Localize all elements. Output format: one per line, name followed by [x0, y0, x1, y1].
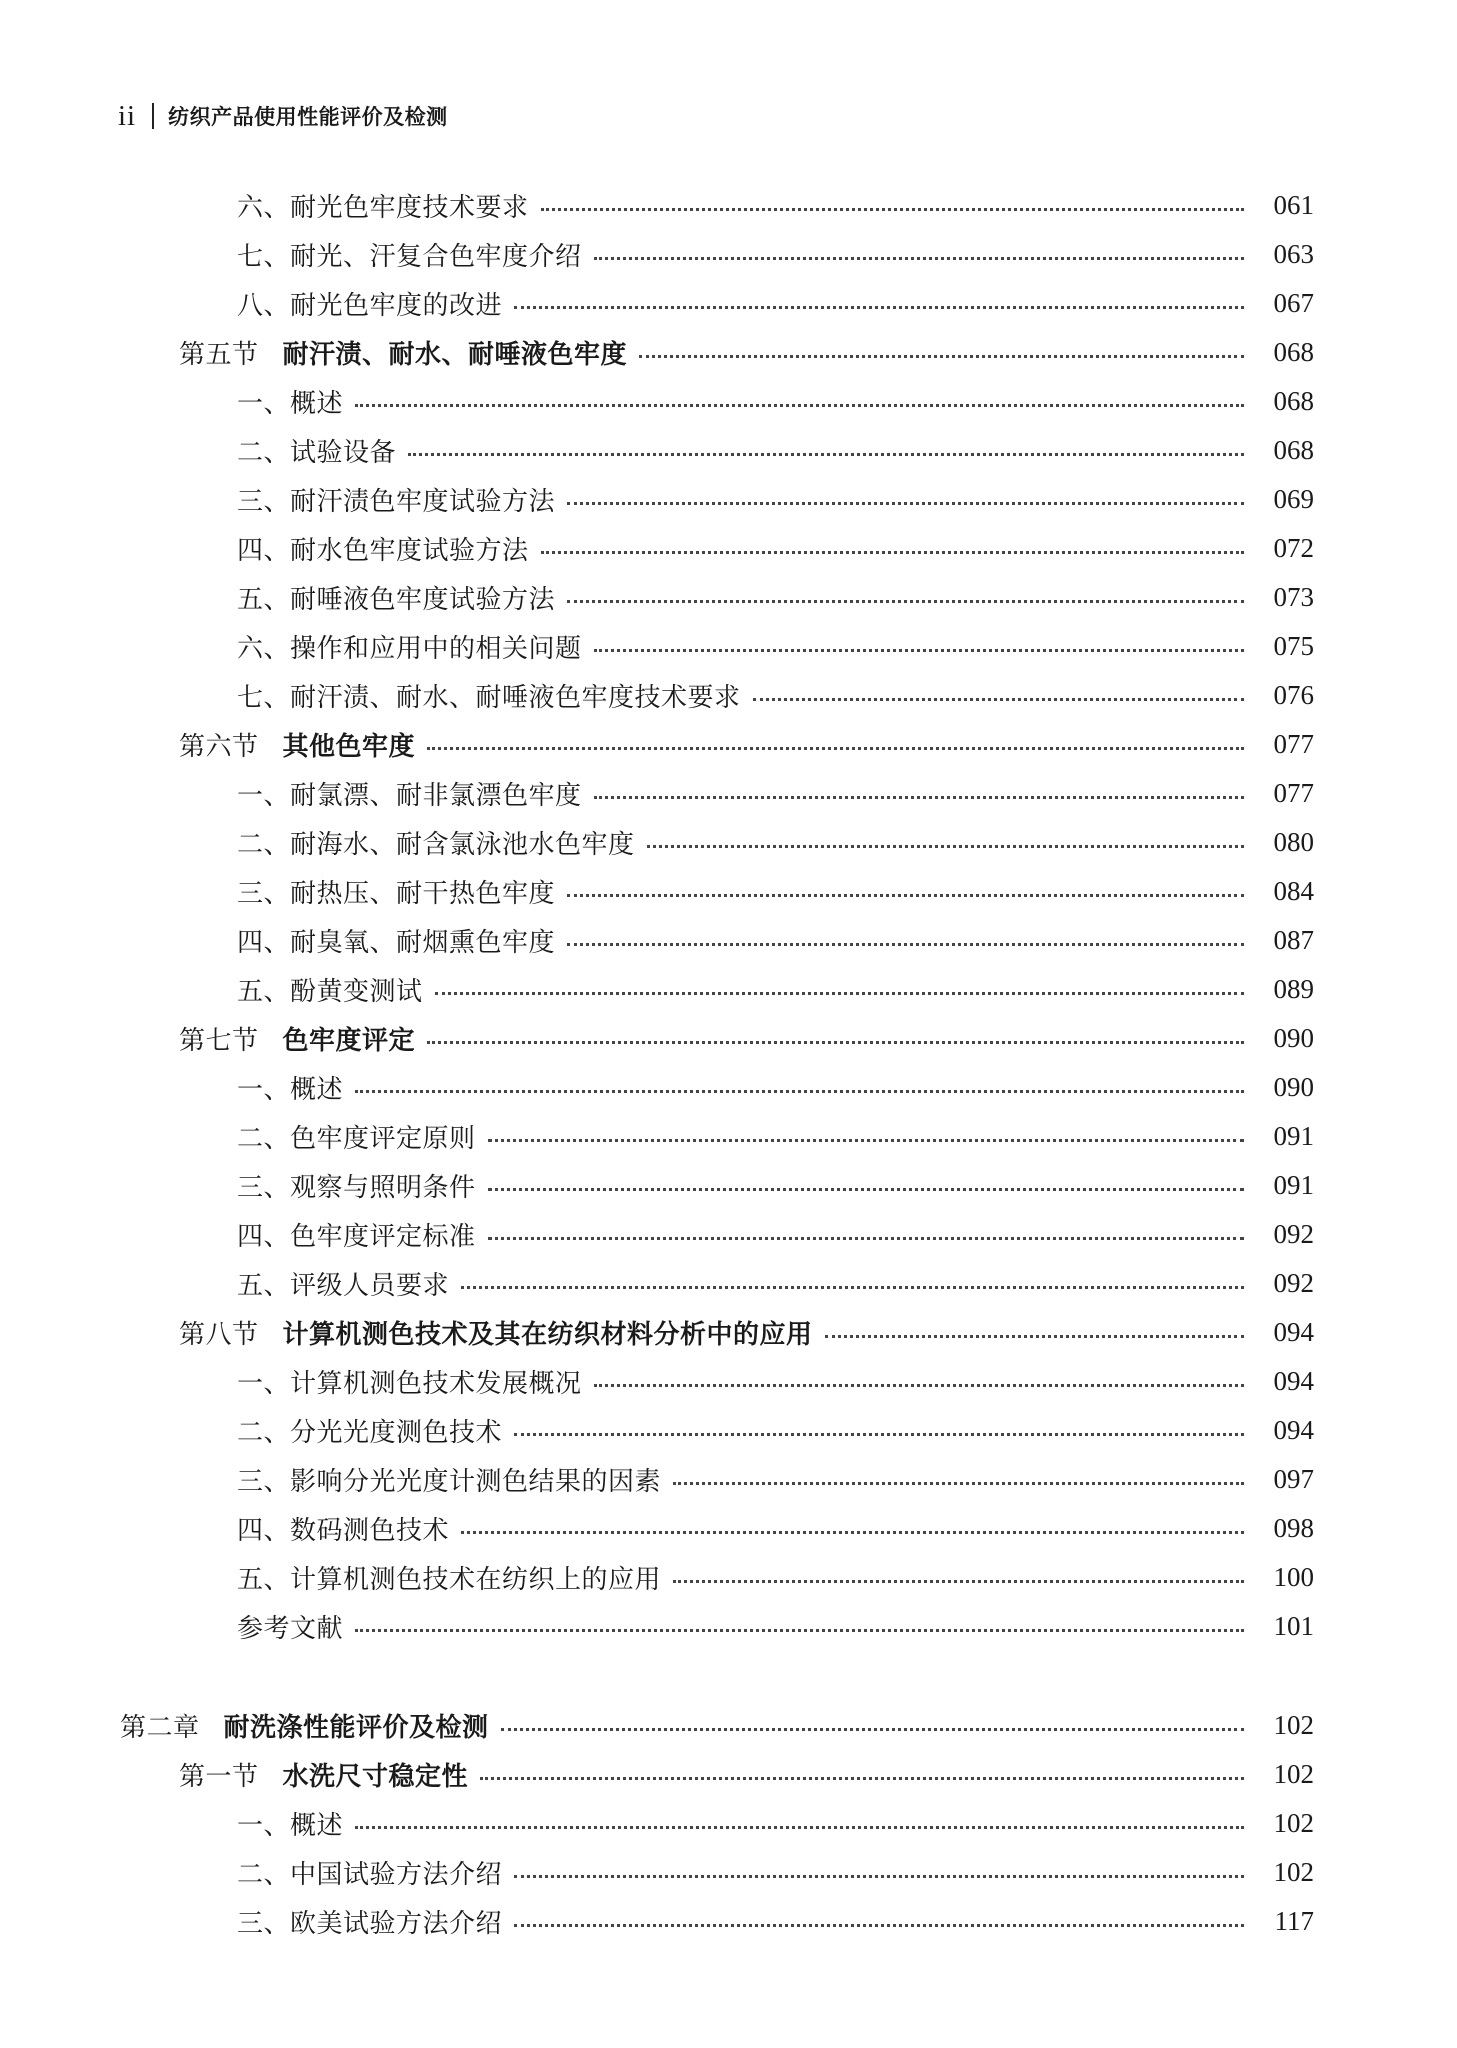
toc-page-number: 101 [1273, 1611, 1314, 1641]
toc-page-number: 077 [1273, 778, 1314, 808]
toc-item-row [0, 1210, 1457, 1259]
toc-page-number: 090 [1273, 1023, 1314, 1053]
toc-item-row [0, 916, 1457, 965]
toc-page-number: 063 [1273, 239, 1314, 269]
toc-entry-label [237, 677, 753, 714]
dot-leader [408, 453, 1244, 456]
dot-leader [355, 1629, 1244, 1632]
dot-leader [567, 943, 1244, 946]
toc-entry-label [179, 334, 639, 371]
dot-leader [435, 992, 1244, 995]
dot-leader [567, 894, 1244, 897]
toc-page-number: 094 [1273, 1415, 1314, 1445]
toc-entry-title: 五、耐唾液色牢度试验方法 [237, 585, 556, 615]
toc-item-row [0, 475, 1457, 524]
toc-entry-label [179, 1020, 427, 1057]
toc-entry-title: 一、耐氯漂、耐非氯漂色牢度 [237, 781, 582, 811]
toc-entry-label [237, 1412, 514, 1449]
toc-entry-number: 第二章 [120, 1713, 200, 1743]
toc-item-row [0, 622, 1457, 671]
toc-page-number: 077 [1273, 729, 1314, 759]
toc-page-number: 102 [1273, 1710, 1314, 1740]
toc-page-number: 080 [1273, 827, 1314, 857]
dot-leader [541, 551, 1244, 554]
toc-item-row [0, 1455, 1457, 1504]
toc-section-row [0, 1750, 1457, 1799]
book-title: 纺织产品使用性能评价及检测 [168, 105, 448, 129]
toc-page-number: 092 [1273, 1219, 1314, 1249]
toc-entry-title: 七、耐光、汗复合色牢度介绍 [237, 242, 582, 272]
dot-leader [594, 796, 1244, 799]
toc-page-number: 087 [1273, 925, 1314, 955]
toc-entry-title: 二、耐海水、耐含氯泳池水色牢度 [237, 830, 635, 860]
toc-entry-label [237, 1167, 488, 1204]
toc-entry-number: 第一节 [179, 1762, 259, 1792]
toc-entry-number: 第五节 [179, 340, 259, 370]
toc-page-number: 117 [1274, 1906, 1314, 1936]
toc-entry-title: 二、分光光度测色技术 [237, 1418, 503, 1448]
toc-entry-label [179, 1314, 825, 1351]
toc-entry-title: 三、耐汗渍色牢度试验方法 [237, 487, 556, 517]
toc-page-number: 092 [1273, 1268, 1314, 1298]
dot-leader [480, 1777, 1244, 1780]
toc-entry-label [237, 1118, 488, 1155]
toc-entry-title: 参考文献 [237, 1614, 344, 1644]
toc-entry-number: 第八节 [179, 1320, 259, 1350]
toc-item-row [0, 377, 1457, 426]
toc-page-number: 102 [1273, 1808, 1314, 1838]
toc-page-number: 100 [1273, 1562, 1314, 1592]
toc-entry-label [237, 1216, 488, 1253]
toc-entry-label [237, 579, 567, 616]
dot-leader [567, 600, 1244, 603]
toc-entry-title: 一、概述 [237, 389, 344, 419]
toc-entry-title: 四、数码测色技术 [237, 1516, 450, 1546]
toc-page-number: 090 [1273, 1072, 1314, 1102]
toc-entry-title: 三、观察与照明条件 [237, 1173, 476, 1203]
dot-leader [753, 698, 1244, 701]
toc-section-row [0, 720, 1457, 769]
toc-page-number: 097 [1273, 1464, 1314, 1494]
toc-page-number: 068 [1273, 386, 1314, 416]
dot-leader [461, 1531, 1244, 1534]
toc-entry-title: 五、酚黄变测试 [237, 977, 423, 1007]
toc-item-row [0, 524, 1457, 573]
toc-entry-label [120, 1707, 501, 1744]
dot-leader [514, 1924, 1244, 1927]
toc-page-number: 098 [1273, 1513, 1314, 1543]
header-divider [152, 103, 154, 129]
toc-entry-title: 一、概述 [237, 1811, 344, 1841]
toc-entry-label [237, 285, 514, 322]
toc-item-row [0, 1848, 1457, 1897]
toc-page-number: 089 [1273, 974, 1314, 1004]
toc-entry-label [237, 1461, 673, 1498]
toc-page-number: 094 [1273, 1366, 1314, 1396]
toc-item-row [0, 1799, 1457, 1848]
toc-entry-label [179, 1756, 480, 1793]
toc-entry-title: 一、计算机测色技术发展概况 [237, 1369, 582, 1399]
toc-section-row [0, 1308, 1457, 1357]
toc-entry-number: 第六节 [179, 732, 259, 762]
toc-entry-title: 七、耐汗渍、耐水、耐唾液色牢度技术要求 [237, 683, 741, 713]
dot-leader [594, 1384, 1244, 1387]
toc-item-row [0, 181, 1457, 230]
toc-entry-label [237, 873, 567, 910]
dot-leader [461, 1286, 1244, 1289]
dot-leader [355, 1826, 1244, 1829]
dot-leader [673, 1580, 1244, 1583]
toc-page-number: 072 [1273, 533, 1314, 563]
toc-section-row [0, 1014, 1457, 1063]
toc-item-row [0, 230, 1457, 279]
toc-entry-title: 耐洗涤性能评价及检测 [223, 1713, 489, 1743]
toc-entry-title: 二、色牢度评定原则 [237, 1124, 476, 1154]
dot-leader [594, 257, 1244, 260]
toc-entry-title: 其他色牢度 [282, 732, 416, 762]
toc-entry-label [237, 1559, 673, 1596]
toc-entry-title: 水洗尺寸稳定性 [282, 1762, 469, 1792]
toc-entry-title: 一、概述 [237, 1075, 344, 1105]
dot-leader [501, 1728, 1244, 1731]
dot-leader [639, 355, 1244, 358]
toc-entry-label [237, 236, 594, 273]
toc-entry-title: 八、耐光色牢度的改进 [237, 291, 503, 321]
toc-entry-label [237, 1903, 514, 1940]
toc-entry-title: 五、计算机测色技术在纺织上的应用 [237, 1565, 662, 1595]
toc-item-row [0, 1259, 1457, 1308]
toc-entry-title: 四、色牢度评定标准 [237, 1222, 476, 1252]
dot-leader [514, 1875, 1244, 1878]
dot-leader [594, 649, 1244, 652]
toc-item-row [0, 426, 1457, 475]
toc-page-number: 091 [1273, 1121, 1314, 1151]
dot-leader [514, 306, 1244, 309]
dot-leader [825, 1335, 1244, 1338]
toc-page-number: 067 [1273, 288, 1314, 318]
toc-item-row [0, 1504, 1457, 1553]
toc-entry-label [237, 432, 408, 469]
toc-entry-label [237, 383, 355, 420]
toc-item-row [0, 965, 1457, 1014]
toc-entry-title: 四、耐臭氧、耐烟熏色牢度 [237, 928, 556, 958]
toc-entry-label [237, 1854, 514, 1891]
toc-entry-title: 六、耐光色牢度技术要求 [237, 193, 529, 223]
dot-leader [514, 1433, 1244, 1436]
toc-item-row [0, 867, 1457, 916]
dot-leader [567, 502, 1244, 505]
dot-leader [541, 208, 1244, 211]
toc-page-number: 073 [1273, 582, 1314, 612]
toc-item-row [0, 1063, 1457, 1112]
toc-page-number: 069 [1273, 484, 1314, 514]
toc-entry-title: 三、欧美试验方法介绍 [237, 1909, 503, 1939]
toc-entry-label [237, 824, 647, 861]
toc-page-number: 076 [1273, 680, 1314, 710]
toc-entry-label [237, 1363, 594, 1400]
toc-entry-title: 三、影响分光光度计测色结果的因素 [237, 1467, 662, 1497]
toc-page-number: 102 [1273, 1857, 1314, 1887]
toc-entry-title: 四、耐水色牢度试验方法 [237, 536, 529, 566]
toc-item-row [0, 671, 1457, 720]
dot-leader [647, 845, 1244, 848]
toc-entry-title: 六、操作和应用中的相关问题 [237, 634, 582, 664]
toc-entry-title: 三、耐热压、耐干热色牢度 [237, 879, 556, 909]
toc-item-row [0, 1897, 1457, 1946]
toc-entry-title: 五、评级人员要求 [237, 1271, 450, 1301]
toc-page-number: 068 [1273, 337, 1314, 367]
toc-item-row [0, 1406, 1457, 1455]
page-number: ii [118, 99, 137, 132]
toc-entry-label [237, 1608, 355, 1645]
toc-section-row [0, 328, 1457, 377]
toc-page-number: 091 [1273, 1170, 1314, 1200]
toc-entry-title: 二、试验设备 [237, 438, 397, 468]
toc-chapter-row [0, 1701, 1457, 1750]
dot-leader [488, 1139, 1244, 1142]
toc-entry-title: 计算机测色技术及其在纺织材料分析中的应用 [282, 1320, 813, 1350]
dot-leader [427, 747, 1244, 750]
toc-page-number: 061 [1273, 190, 1314, 220]
toc-item-row [0, 279, 1457, 328]
toc-item-row [0, 769, 1457, 818]
toc-page-number: 075 [1273, 631, 1314, 661]
toc-item-row [0, 1602, 1457, 1651]
toc-item-row [0, 1161, 1457, 1210]
toc-entry-label [237, 775, 594, 812]
dot-leader [355, 404, 1244, 407]
toc-entry-label [237, 1265, 461, 1302]
toc-entry-label [237, 1510, 461, 1547]
dot-leader [488, 1188, 1244, 1191]
toc-entry-label [179, 726, 427, 763]
toc-entry-label [237, 971, 435, 1008]
toc-entry-label [237, 1069, 355, 1106]
toc-entry-label [237, 1805, 355, 1842]
toc-page-number: 084 [1273, 876, 1314, 906]
toc-entry-label [237, 187, 541, 224]
toc-item-row [0, 573, 1457, 622]
toc-entry-title: 二、中国试验方法介绍 [237, 1860, 503, 1890]
toc-item-row [0, 1112, 1457, 1161]
toc-entry-label [237, 628, 594, 665]
toc-entry-label [237, 481, 567, 518]
dot-leader [673, 1482, 1244, 1485]
toc-entry-title: 耐汗渍、耐水、耐唾液色牢度 [282, 340, 628, 370]
toc-entry-label [237, 922, 567, 959]
toc-item-row [0, 818, 1457, 867]
dot-leader [355, 1090, 1244, 1093]
dot-leader [488, 1237, 1244, 1240]
toc-item-row [0, 1553, 1457, 1602]
toc-entry-label [237, 530, 541, 567]
toc-page-number: 068 [1273, 435, 1314, 465]
dot-leader [427, 1041, 1244, 1044]
toc-entry-title: 色牢度评定 [282, 1026, 416, 1056]
running-header [118, 98, 448, 134]
table-of-contents [0, 181, 1457, 1946]
toc-item-row [0, 1357, 1457, 1406]
toc-page-number: 094 [1273, 1317, 1314, 1347]
toc-page-number: 102 [1273, 1759, 1314, 1789]
toc-entry-number: 第七节 [179, 1026, 259, 1056]
